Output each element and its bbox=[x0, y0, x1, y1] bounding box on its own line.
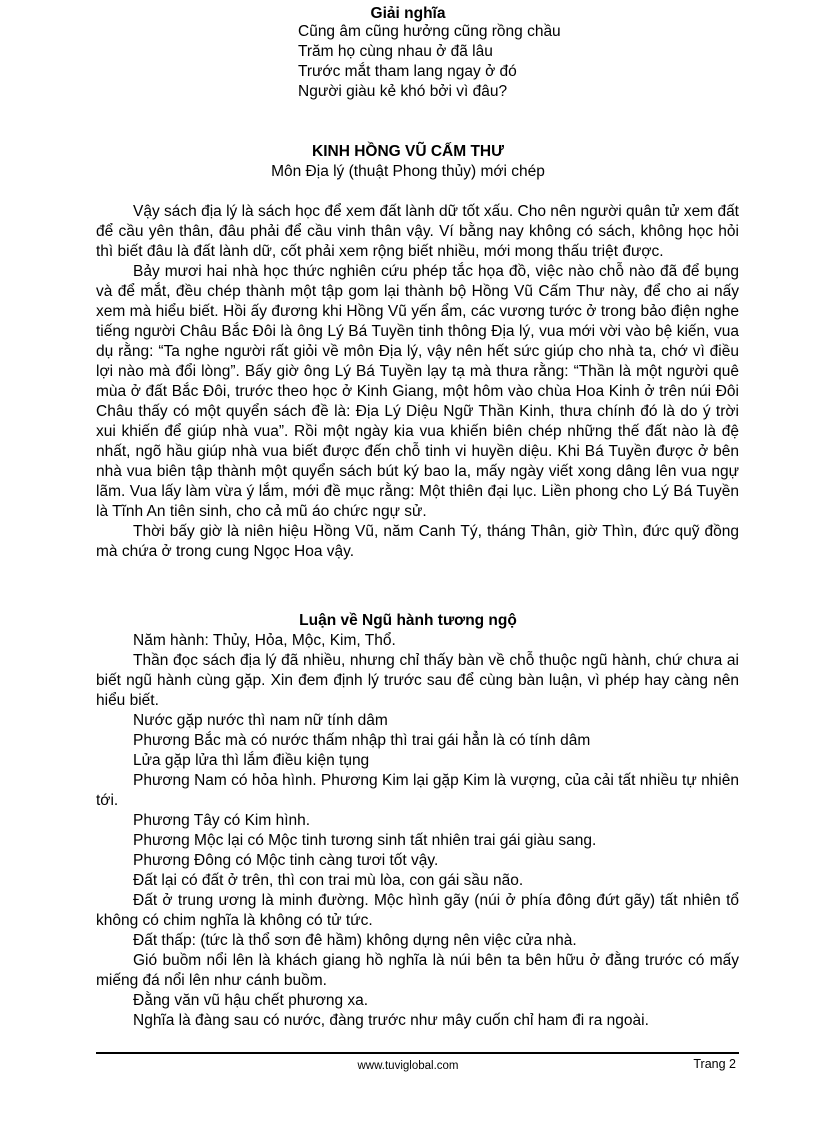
footer-url: www.tuviglobal.com bbox=[357, 1060, 459, 1072]
paragraph: Đất ở trung ương là minh đường. Mộc hình gãy (núi ở phía đông đứt gãy) tất nhiên tổ không có chim nghĩa là không có tử tức. bbox=[96, 892, 739, 929]
paragraph: Phương Đông có Mộc tinh càng tươi tốt vậy. bbox=[133, 852, 439, 869]
kinh-subtitle: Môn Địa lý (thuật Phong thủy) mới chép bbox=[271, 163, 545, 180]
paragraph: Vậy sách địa lý là sách học để xem đất lành dữ tốt xấu. Cho nên người quân tử xem đất để cầu yên thân, đâu phải để cầu vinh thân vậy. Ví bằng nay không có sách, không học hỏi thì biết đâu là đất lành dữ, cốt phải xem rộng biết nhiều, mới mong thấu triệt được. bbox=[96, 203, 739, 260]
page-number: Trang 2 bbox=[693, 1057, 736, 1071]
poem bbox=[298, 22, 561, 102]
poem-line: Trước mắt tham lang ngay ở đó bbox=[298, 63, 517, 80]
paragraph: Đất lại có đất ở trên, thì con trai mù lòa, con gái sầu não. bbox=[133, 872, 524, 889]
kinh-body bbox=[96, 202, 739, 562]
paragraph: Thời bấy giờ là niên hiệu Hồng Vũ, năm Canh Tý, tháng Thân, giờ Thìn, đức quỹ đồng mà chứa ở trong cung Ngọc Hoa vậy. bbox=[96, 523, 739, 560]
paragraph: Phương Bắc mà có nước thấm nhập thì trai gái hẳn là có tính dâm bbox=[133, 732, 591, 749]
paragraph: Nghĩa là đàng sau có nước, đàng trước như mây cuốn chỉ ham đi ra ngoài. bbox=[133, 1012, 649, 1029]
giai-nghia-title: Giải nghĩa bbox=[370, 5, 446, 22]
luan-title: Luận về Ngũ hành tương ngộ bbox=[299, 612, 517, 629]
poem-line: Cũng âm cũng hưởng cũng rồng chầu bbox=[298, 23, 561, 40]
paragraph: Bảy mươi hai nhà học thức nghiên cứu phép tắc họa đồ, việc nào chỗ nào đã để bụng và để mắt, đều chép thành một tập gom lại thành bộ Hồng Vũ Cấm Thư này, để cho ai nấy xem mà hiểu biết. Hồi ấy đương khi Hồng Vũ yến ẩm, các vương tước ở trong bảo điện nghe tiếng người Châu Bắc Đôi là ông Lý Bá Tuyền tinh thông Địa lý, vua mới vời vào bệ kiến, vua dụ rằng: “Ta nghe người rất giỏi về môn Địa lý, vậy nên hết sức giúp cho nhà ta, chớ vì điều lợi nào mà đổi lòng”. Bấy giờ ông Lý Bá Tuyền lạy tạ mà thưa rằng: “Thần là một người quê mùa ở đất Bắc Đôi, trước theo học ở Kinh Giang, một hôm vào chùa Hoa Kinh ở trên núi Đôi Châu thấy có một quyển sách đề là: Địa Lý Diệu Ngữ Thần Kinh, thưa chính đó là do ý trời xui khiến để giúp nhà vua”. Rồi một ngày kia vua khiến biên chép những thế đất nào là đệ nhất, ngõ hầu giúp nhà vua biết được đến chỗ tinh vi huyền diệu. Khi Bá Tuyền được ở bên nhà vua biên tập thành một quyển sách bút ký bao la, mấy ngày viết xong dâng lên vua ngự lãm. Vua lấy làm vừa ý lắm, mới đề mục rằng: Một thiên đại lục. Liền phong cho Lý Bá Tuyền là Tĩnh An tiên sinh, cho cả mũ áo chức ngự sử. bbox=[96, 263, 739, 520]
paragraph: Lửa gặp lửa thì lắm điều kiện tụng bbox=[133, 752, 370, 769]
paragraph: Thần đọc sách địa lý đã nhiều, nhưng chỉ thấy bàn về chỗ thuộc ngũ hành, chứ chưa ai biết ngũ hành cùng gặp. Xin đem định lý trước sau để cùng bàn luận, vì phép hay càng nên hiểu biết. bbox=[96, 652, 739, 709]
poem-line: Người giàu kẻ khó bởi vì đâu? bbox=[298, 83, 508, 100]
paragraph: Phương Nam có hỏa hình. Phương Kim lại gặp Kim là vượng, của cải tất nhiều tự nhiên tới. bbox=[96, 772, 739, 809]
footer-rule bbox=[96, 1052, 739, 1054]
paragraph: Phương Mộc lại có Mộc tinh tương sinh tất nhiên trai gái giàu sang. bbox=[133, 832, 597, 849]
paragraph: Nước gặp nước thì nam nữ tính dâm bbox=[133, 712, 388, 729]
luan-body bbox=[96, 631, 739, 1031]
paragraph: Phương Tây có Kim hình. bbox=[133, 812, 311, 829]
paragraph: Đất thấp: (tức là thổ sơn đê hầm) không dựng nên việc cửa nhà. bbox=[133, 932, 577, 949]
paragraph: Gió buồm nổi lên là khách giang hồ nghĩa là núi bên ta bên hữu ở đằng trước có mấy miếng đá nổi lên như cánh buồm. bbox=[96, 952, 739, 989]
kinh-title: KINH HỒNG VŨ CẤM THƯ bbox=[312, 143, 504, 160]
paragraph: Đằng văn vũ hậu chết phương xa. bbox=[133, 992, 369, 1009]
paragraph: Năm hành: Thủy, Hỏa, Mộc, Kim, Thổ. bbox=[133, 632, 396, 649]
poem-line: Trăm họ cùng nhau ở đã lâu bbox=[298, 43, 493, 60]
